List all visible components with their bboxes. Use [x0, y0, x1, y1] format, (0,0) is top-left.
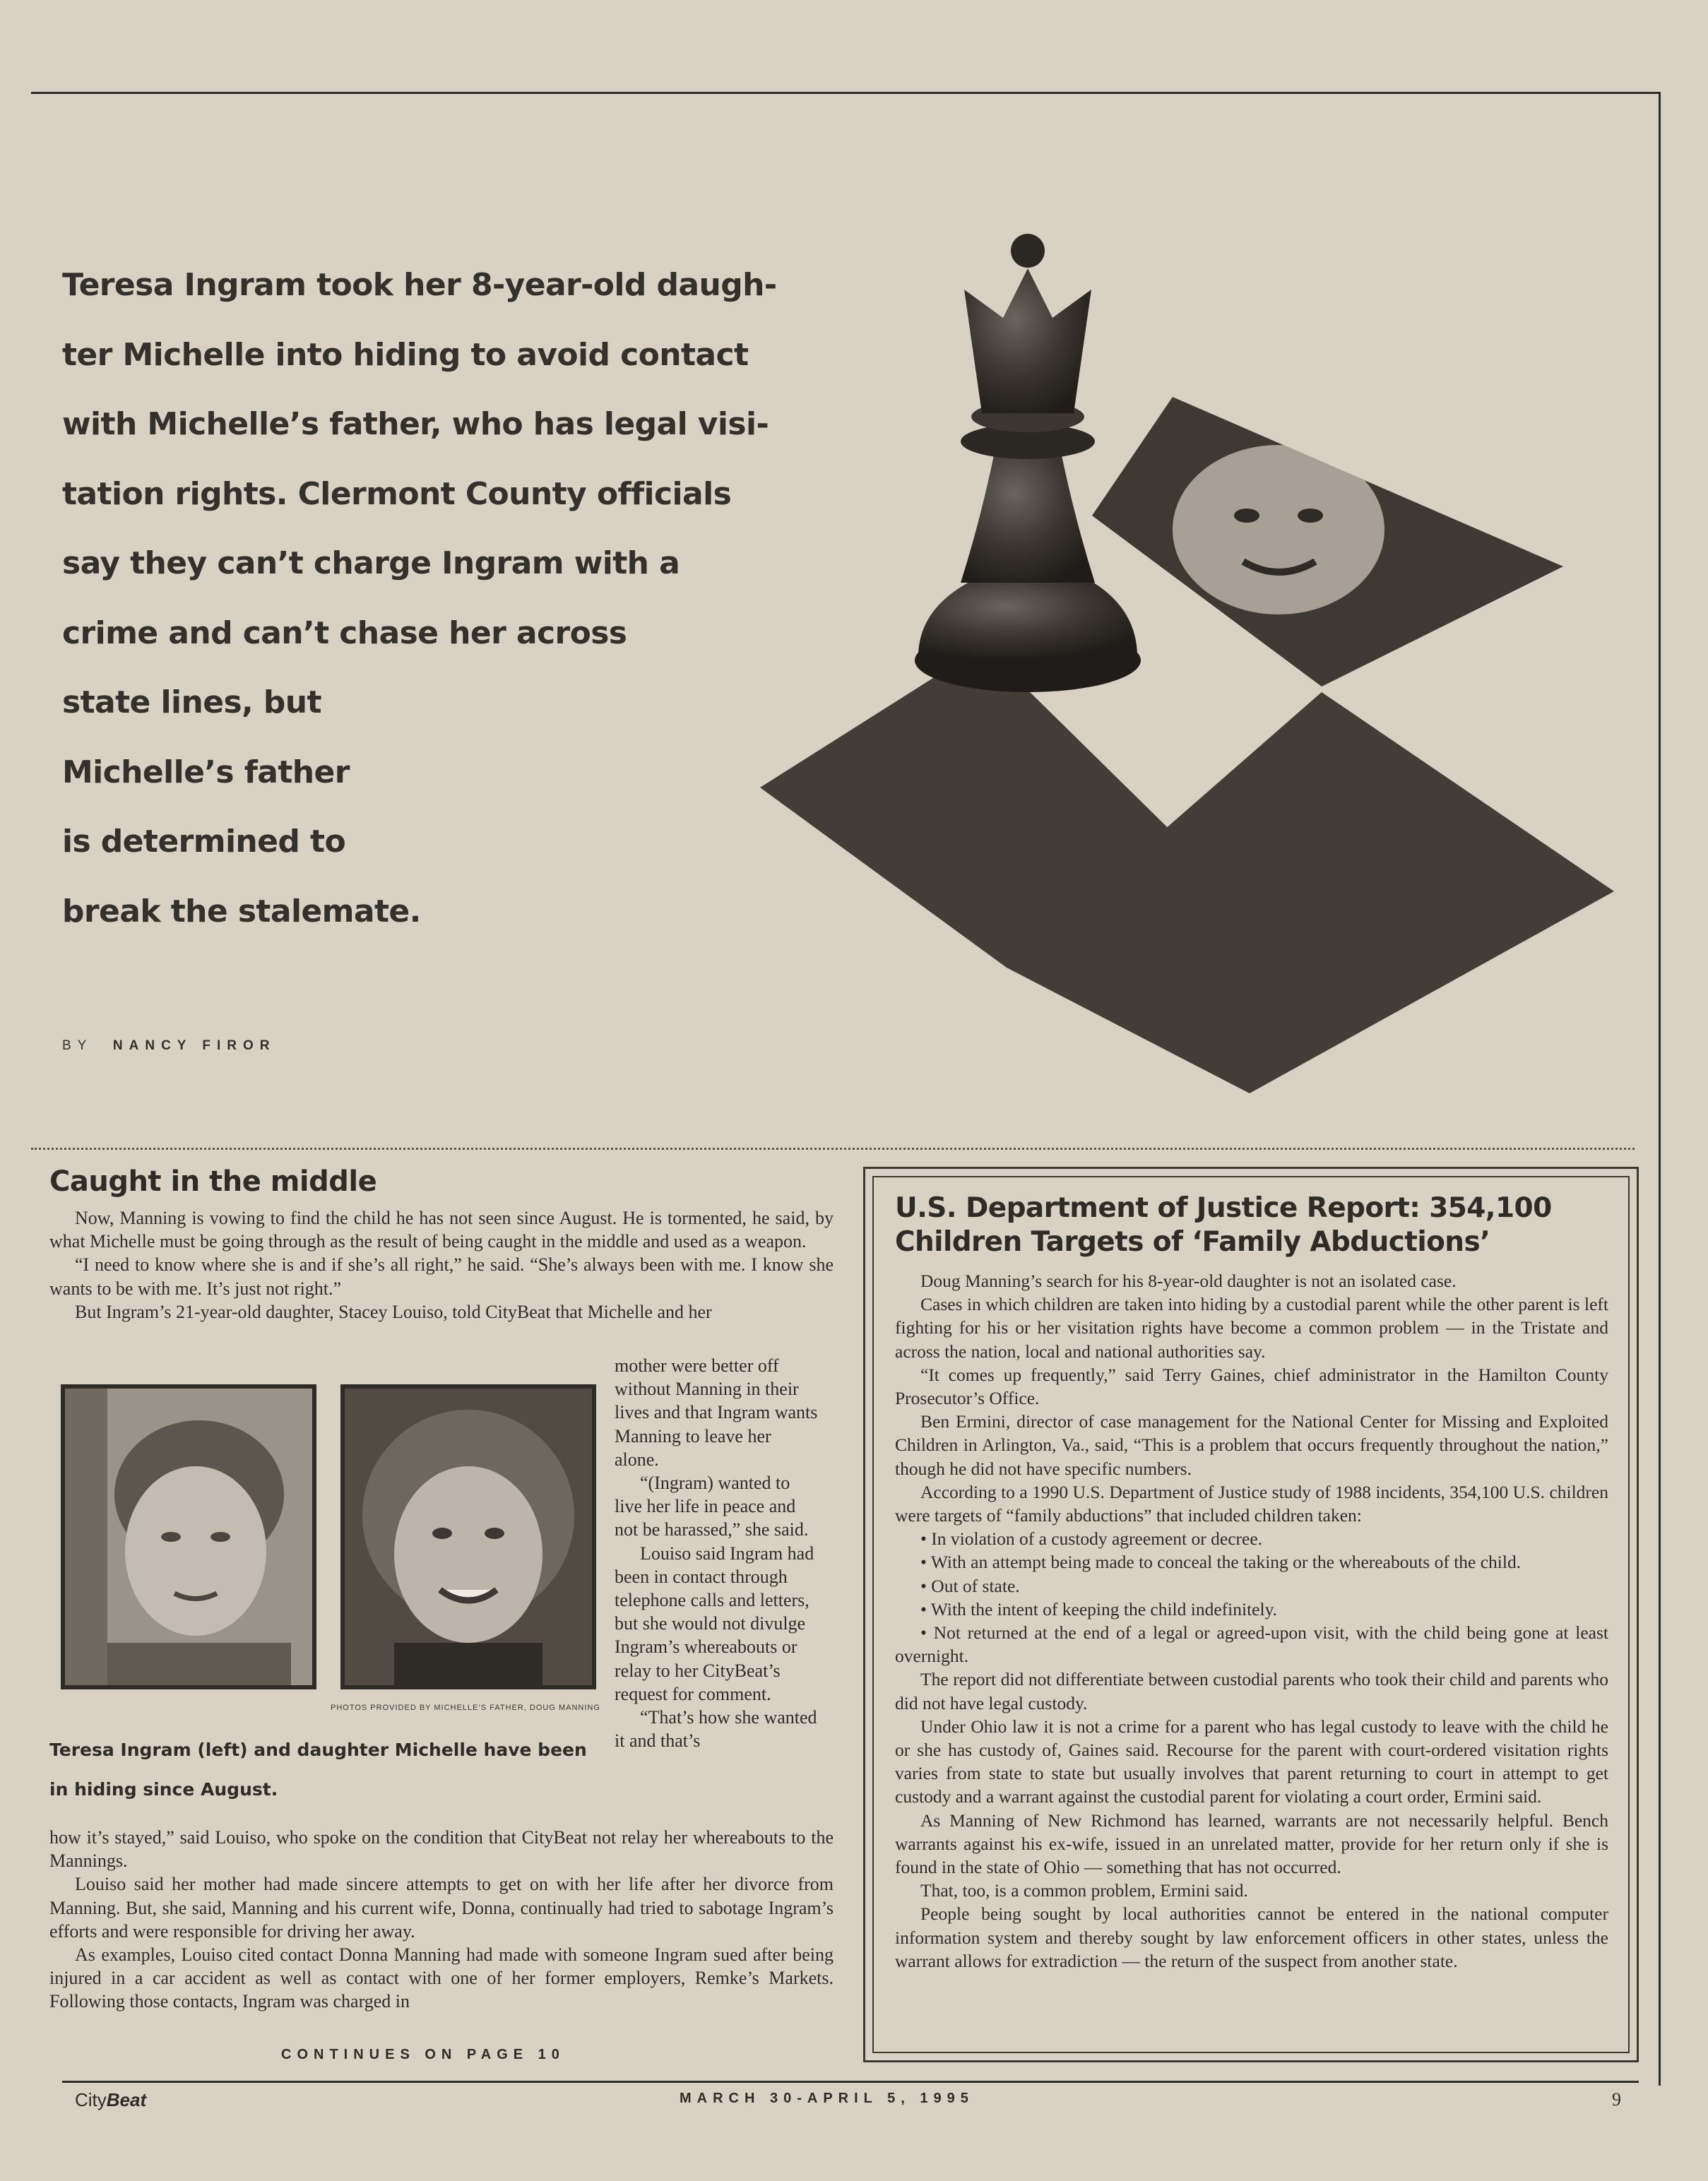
paragraph: As Manning of New Richmond has learned, warrants are not necessarily helpful. Bench warrants against his ex-wife, issued in an unrelated matter, provide for her return only if she is found in the state of Ohio — something that has not occurred.	[895, 1809, 1608, 1878]
deck-line: ter Michelle into hiding to avoid contact	[62, 336, 749, 373]
board-square-right	[1007, 692, 1614, 1093]
deck-line: say they can’t charge Ingram with a	[62, 545, 680, 581]
paragraph: That, too, is a common problem, Ermini said.	[920, 1880, 1248, 1901]
section-heading: Caught in the middle	[49, 1165, 377, 1198]
story-body-top	[49, 1206, 834, 1324]
photo-teresa-ingram	[61, 1384, 316, 1689]
bullet-item: • With an attempt being made to conceal the taking or the whereabouts of the child.	[920, 1552, 1522, 1573]
section-divider	[31, 1148, 1635, 1150]
paragraph: Louiso said Ingram had been in contact through telephone calls and letters, but she would not divulge Ingram’s whereabouts or relay to her CityBeat’s request for comment.	[615, 1543, 814, 1704]
paragraph: Ben Ermini, director of case management for the National Center for Missing and Exploited Children in Arlington, Va., said, “This is a problem that occurs frequently throughout the nation,” though he did not have specific numbers.	[895, 1411, 1608, 1479]
doj-report-sidebar	[863, 1167, 1639, 2062]
paragraph: Doug Manning’s search for his 8-year-old daughter is not an isolated case.	[920, 1271, 1457, 1291]
photo-michelle	[340, 1384, 596, 1689]
bullet-item: • Not returned at the end of a legal or agreed-upon visit, with the child being gone at least overnight.	[895, 1622, 1608, 1667]
sidebar-title: U.S. Department of Justice Report: 354,100 Children Targets of ‘Family Abductions’	[895, 1192, 1552, 1258]
paragraph: mother were better off without Manning in their lives and that Ingram wants Manning to leave her alone.	[615, 1355, 818, 1470]
sidebar-body	[895, 1269, 1608, 1973]
deck-line: crime and can’t chase her across	[62, 614, 627, 651]
story-body-narrow	[615, 1354, 818, 1752]
paragraph: People being sought by local authorities cannot be entered in the national computer information system and thereby sought by law enforcement officers in other states, unless the warrant allows for extradiction — the return of the suspect from another state.	[895, 1903, 1608, 1971]
story-body-bottom	[49, 1826, 834, 2014]
byline-author: NANCY FIROR	[112, 1038, 276, 1053]
paragraph: “I need to know where she is and if she’s all right,” he said. “She’s always been with me. I know she wants to be with me. It’s just not right.”	[49, 1254, 834, 1299]
paragraph: Now, Manning is vowing to find the child he has not seen since August. He is tormented, he said, by what Michelle must be going through as the result of being caught in the middle and used as a weapon.	[49, 1208, 834, 1252]
deck-line: with Michelle’s father, who has legal visi-	[62, 406, 769, 442]
paragraph: As examples, Louiso cited contact Donna Manning had made with someone Ingram sued after being injured in a car accident as well as contact with one of her former employers, Remke’s Markets. Following those contacts, Ingram was charged in	[49, 1944, 834, 2012]
queen-chess-piece	[915, 234, 1141, 692]
sidebar-inner-frame	[872, 1176, 1630, 2053]
bullet-item: • Out of state.	[920, 1575, 1020, 1596]
footer-rule	[62, 2081, 1639, 2083]
deck-line: tation rights. Clermont County officials	[62, 475, 732, 512]
paragraph: “It comes up frequently,” said Terry Gaines, chief administrator in the Hamilton County Prosecutor’s Office.	[895, 1364, 1608, 1409]
byline-prefix: BY	[62, 1038, 93, 1053]
photo-credit: PHOTOS PROVIDED BY MICHELLE’S FATHER, DOUG MANNING	[331, 1704, 600, 1712]
photo-caption: Teresa Ingram (left) and daughter Michelle have been in hiding since August.	[49, 1740, 587, 1800]
story-body-bottom-text	[49, 1826, 834, 2014]
footer-brand	[75, 2089, 146, 2111]
story-narrow-column	[615, 1354, 818, 1752]
paragraph: Cases in which children are taken into hiding by a custodial parent while the other parent is left fighting for his or her visitation rights have become a common problem — in the Tristate and across the nation, local and national authorities say.	[895, 1294, 1608, 1362]
page-number: 9	[1612, 2089, 1621, 2110]
deck-line: Michelle’s father	[62, 754, 350, 790]
paragraph: “(Ingram) wanted to live her life in peace and not be harassed,” she said.	[615, 1473, 809, 1540]
bullet-item: • In violation of a custody agreement or decree.	[920, 1528, 1263, 1550]
paragraph: how it’s stayed,” said Louiso, who spoke on the condition that CityBeat not relay her whereabouts to the Mannings.	[49, 1827, 834, 1872]
paragraph: But Ingram’s 21-year-old daughter, Stacey Louiso, told CityBeat that Michelle and her	[75, 1301, 712, 1322]
photo-pair	[61, 1384, 598, 1702]
deck-line: Teresa Ingram took her 8-year-old daugh-	[62, 267, 777, 303]
continues-on-page-link[interactable]: CONTINUES ON PAGE 10	[281, 2047, 565, 2062]
deck-line: is determined to	[62, 824, 346, 860]
portrait-square	[1088, 392, 1568, 696]
main-story	[49, 1165, 834, 1324]
paragraph: According to a 1990 U.S. Department of Justice study of 1988 incidents, 354,100 U.S. children were targets of “family abductions” that included children taken:	[895, 1481, 1608, 1526]
brand-city: City	[75, 2089, 107, 2110]
paragraph: The report did not differentiate between custodial parents who took their child and parents who did not have legal custody.	[895, 1669, 1608, 1713]
chess-illustration	[424, 212, 1625, 1130]
brand-beat: Beat	[106, 2089, 147, 2110]
byline	[62, 1038, 276, 1054]
deck-line: state lines, but	[62, 684, 321, 720]
bullet-item: • With the intent of keeping the child indefinitely.	[920, 1598, 1278, 1620]
paragraph: Louiso said her mother had made sincere attempts to get on with her life after her divorce from Manning. But, she said, Manning and his current wife, Donna, continually had tried to sabotage Ingram’s efforts and were responsible for driving her away.	[49, 1874, 834, 1942]
paragraph: “That’s how she wanted it and that’s	[615, 1707, 817, 1752]
issue-date: MARCH 30-APRIL 5, 1995	[680, 2091, 974, 2106]
paragraph: Under Ohio law it is not a crime for a parent who has legal custody to leave with the child he or she has custody of, Gaines said. Recourse for the parent with court-ordered visitation rights varies from state to state but usually involves that parent returning to court in attempt to get custody and a warrant against the custodial parent for violating a court order, Ermini said.	[895, 1716, 1608, 1807]
deck-line: break the stalemate.	[62, 893, 421, 929]
